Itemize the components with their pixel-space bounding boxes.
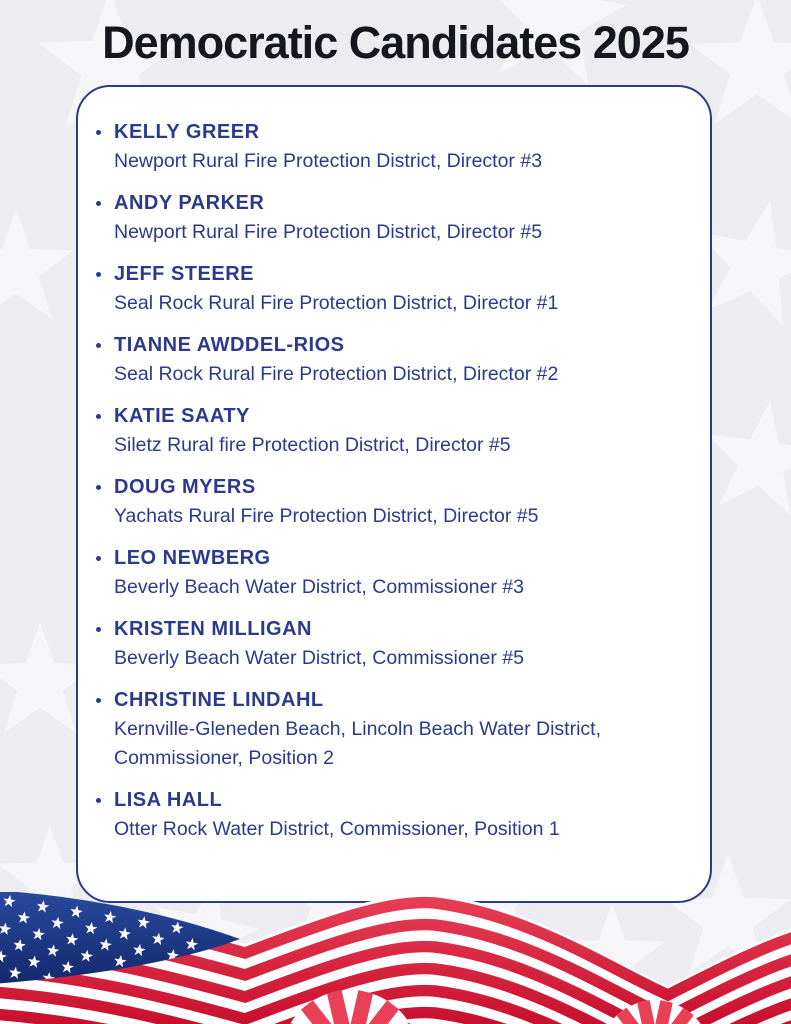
candidate-name: KRISTEN MILLIGAN — [114, 618, 312, 640]
candidate-item — [114, 189, 686, 247]
page-title: Democratic Candidates 2025 — [102, 17, 689, 68]
candidate-position: Yachats Rural Fire Protection District, Director #5 — [114, 505, 539, 527]
bullet-icon — [96, 130, 101, 135]
bullet-icon — [96, 343, 101, 348]
bullet-icon — [96, 201, 101, 206]
bullet-icon — [96, 485, 101, 490]
bullet-icon — [96, 272, 101, 277]
candidate-position: Beverly Beach Water District, Commissioner #3 — [114, 576, 524, 598]
candidate-position: Otter Rock Water District, Commissioner, Position 1 — [114, 818, 560, 840]
candidate-name: LISA HALL — [114, 789, 223, 811]
candidate-name: CHRISTINE LINDAHL — [114, 689, 324, 711]
bullet-icon — [96, 414, 101, 419]
candidate-item — [114, 615, 686, 673]
candidate-name: TIANNE AWDDEL-RIOS — [114, 334, 345, 356]
candidate-position: Seal Rock Rural Fire Protection District, Director #2 — [114, 363, 559, 385]
candidate-name: KATIE SAATY — [114, 405, 250, 427]
candidate-position: Newport Rural Fire Protection District, Director #3 — [114, 150, 543, 172]
candidate-position: Newport Rural Fire Protection District, Director #5 — [114, 221, 543, 243]
candidate-item — [114, 544, 686, 602]
candidate-item — [114, 473, 686, 531]
candidate-item — [114, 331, 686, 389]
candidates-card — [76, 85, 712, 903]
candidate-name: LEO NEWBERG — [114, 547, 271, 569]
star-icon — [0, 208, 74, 318]
candidate-item — [114, 260, 686, 318]
bullet-icon — [96, 627, 101, 632]
candidate-item — [114, 118, 686, 176]
candidate-name: DOUG MYERS — [114, 476, 256, 498]
candidate-name: ANDY PARKER — [114, 192, 265, 214]
candidate-position: Seal Rock Rural Fire Protection District, Director #1 — [114, 292, 559, 314]
candidate-position: Siletz Rural fire Protection District, Director #5 — [114, 434, 511, 456]
bullet-icon — [96, 798, 101, 803]
candidate-position: Beverly Beach Water District, Commissioner #5 — [114, 647, 524, 669]
candidate-item — [114, 786, 686, 844]
candidate-item — [114, 686, 686, 773]
bullet-icon — [96, 556, 101, 561]
candidate-name: KELLY GREER — [114, 121, 260, 143]
bullet-icon — [96, 698, 101, 703]
candidate-item — [114, 402, 686, 460]
american-flag-icon — [0, 892, 791, 1024]
candidate-position: Kernville-Gleneden Beach, Lincoln Beach Water District, Commissioner, Position 2 — [114, 718, 602, 769]
candidate-name: JEFF STEERE — [114, 263, 254, 285]
candidates-list — [78, 87, 710, 844]
